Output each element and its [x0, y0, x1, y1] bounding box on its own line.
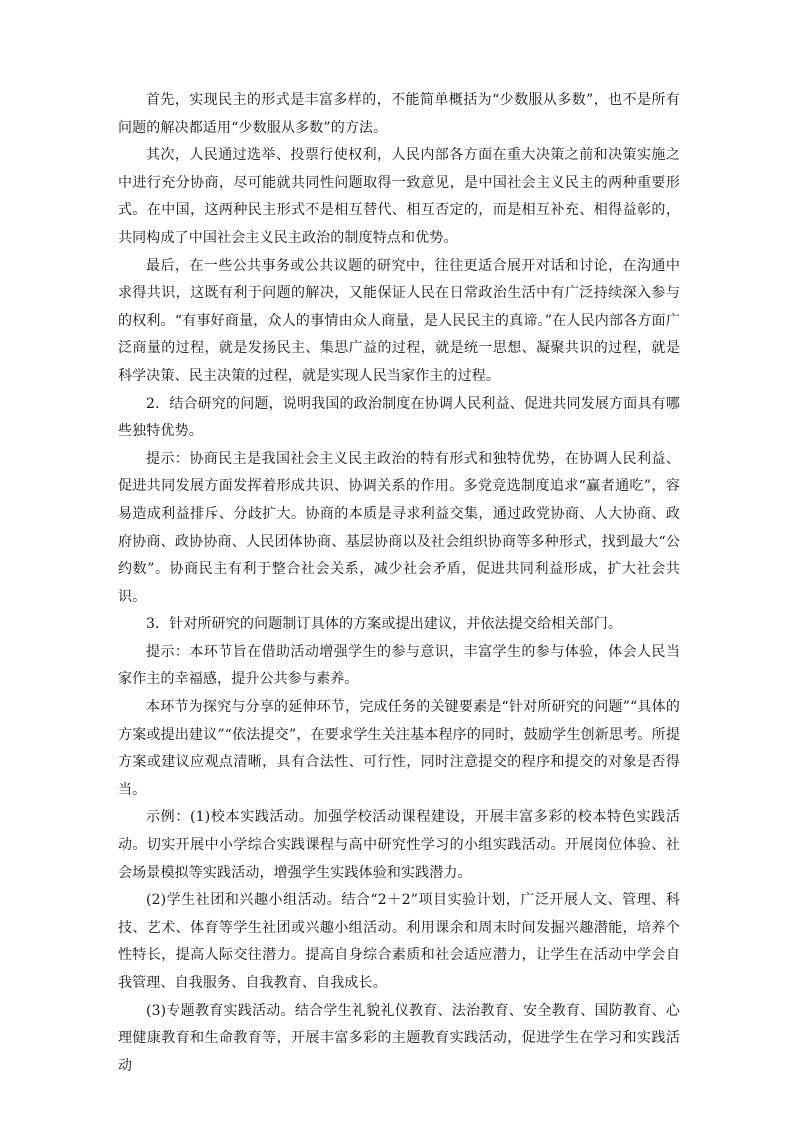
paragraph-extension-step: 本环节为探究与分享的延伸环节，完成任务的关键要素是“针对所研究的问题”“具体的方案或提出建议”“依法提交”，在要求学生关注基本程序的同时，鼓励学生创新思考。所提方案或建议应观点清晰，具有合法性、可行性，同时注意提交的程序和提交的对象是否得当。: [118, 699, 680, 798]
paragraph-democracy-forms: 首先，实现民主的形式是丰富多样的，不能简单概括为“少数服从多数”，也不是所有问题的解决都适用“少数服从多数”的方法。: [118, 92, 680, 136]
question-3: 3．针对所研究的问题制订具体的方案或提出建议，并依法提交给相关部门。: [146, 616, 623, 633]
question-2: 2．结合研究的问题，说明我国的政治制度在协调人民利益、促进共同发展方面具有哪些独特优势。: [118, 395, 680, 440]
example-3-special-education: (3)专题教育实践活动。结合学生礼貌礼仪教育、法治教育、安全教育、国防教育、心理健康教育和生命教育等，开展丰富多彩的主题教育实践活动，促进学生在学习和实践活动: [118, 1002, 680, 1074]
document-body: [118, 87, 680, 1080]
paragraph-election-consultation: 其次，人民通过选举、投票行使权利，人民内部各方面在重大决策之前和决策实施之中进行充分协商，尽可能就共同性问题取得一致意见，是中国社会主义民主的两种重要形式。在中国，这两种民主形式不是相互替代、相互否定的，而是相互补充、相得益彰的，共同构成了中国社会主义民主政治的制度特点和优势。: [118, 147, 680, 246]
example-1-school-practice: 示例：(1)校本实践活动。加强学校活动课程建设，开展丰富多彩的校本特色实践活动。切实开展中小学综合实践课程与高中研究性学习的小组实践活动。开展岗位体验、社会场景模拟等实践活动，增强学生实践体验和实践潜力。: [118, 809, 680, 881]
example-2-student-clubs: (2)学生社团和兴趣小组活动。结合“2＋2”项目实验计划，广泛开展人文、管理、科技、艺术、体育等学生社团或兴趣小组活动。利用课余和周末时间发掘兴趣潜能，培养个性特长，提高人际交往潜力。提高自身综合素质和社会适应潜力，让学生在活动中学会自我管理、自我服务、自我教育、自我成长。: [118, 892, 680, 991]
hint-3: 提示：本环节旨在借助活动增强学生的参与意识，丰富学生的参与体验，体会人民当家作主的幸福感，提升公共参与素养。: [118, 643, 680, 688]
paragraph-public-affairs: 最后，在一些公共事务或公共议题的研究中，往往更适合展开对话和讨论，在沟通中求得共识，这既有利于问题的解决，又能保证人民在日常政治生活中有广泛持续深入参与的权利。“有事好商量，众人的事情由众人商量，是人民民主的真谛。”在人民内部各方面广泛商量的过程，就是发扬民主、集思广益的过程，就是统一思想、凝聚共识的过程，就是科学决策、民主决策的过程，就是实现人民当家作主的过程。: [118, 257, 680, 384]
hint-2: 提示：协商民主是我国社会主义民主政治的特有形式和独特优势，在协调人民利益、促进共同发展方面发挥着形成共识、协调关系的作用。多党竞选制度追求“赢者通吃”，容易造成利益排斥、分歧扩大。协商的本质是寻求利益交集，通过政党协商、人大协商、政府协商、政协协商、人民团体协商、基层协商以及社会组织协商等多种形式，找到最大“公约数”。协商民主有利于整合社会关系，减少社会矛盾，促进共同利益形成，扩大社会共识。: [118, 450, 680, 605]
